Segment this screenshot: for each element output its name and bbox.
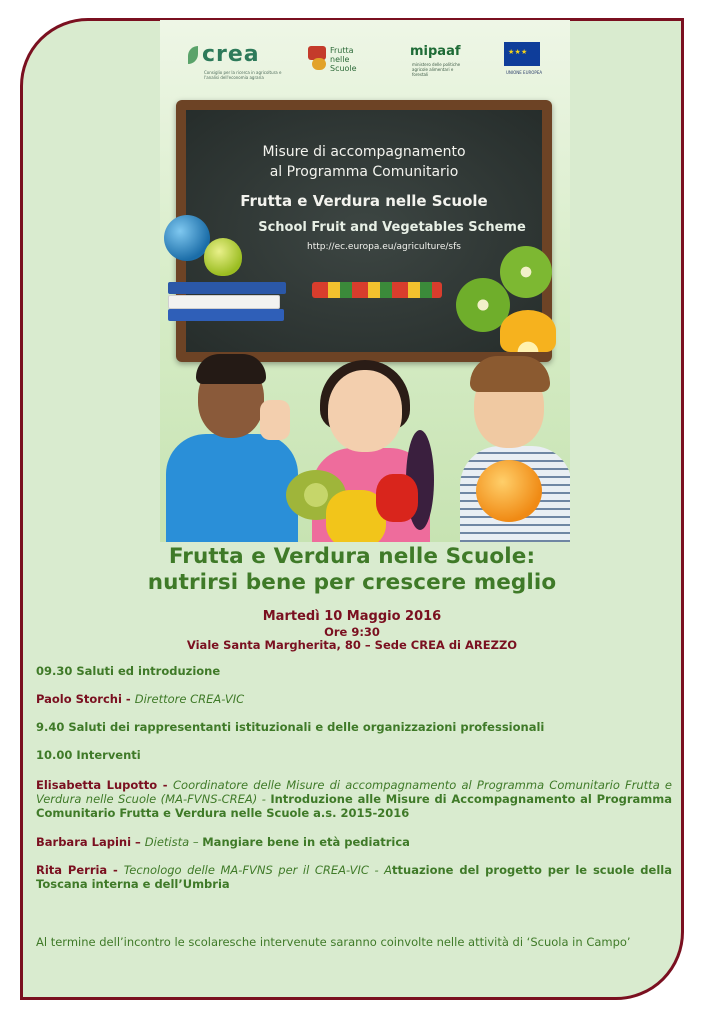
separator: – (189, 835, 203, 849)
eu-logo-text: UNIONE EUROPEA (506, 70, 543, 75)
program-speaker-lapini (36, 835, 672, 849)
frutta-scuole-logo-text: Frutta nelle Scuole (330, 46, 357, 73)
book-icon (168, 309, 284, 321)
program-speaker-lupotto (36, 778, 672, 820)
orange-icon (476, 460, 542, 522)
chalkboard-line-3: Frutta e Verdura nelle Scuole (240, 192, 488, 210)
page-subtitle: nutrirsi bene per crescere meglio (147, 570, 557, 595)
crea-logo (188, 42, 260, 67)
thumbs-up-icon (260, 400, 290, 440)
chalkboard-line-2: al Programma Comunitario (269, 164, 459, 180)
program-speaker-storchi (36, 692, 672, 706)
program-item-text: 09.30 Saluti ed introduzione (36, 664, 221, 678)
event-date: Martedì 10 Maggio 2016 (262, 609, 442, 624)
child-hair (196, 354, 266, 384)
program-item-text: 10.00 Interventi (36, 748, 141, 762)
books-icon (168, 282, 288, 328)
crea-logo-subtitle: Consiglio per la ricerca in agricoltura e l'analisi dell'economia agraria (204, 70, 282, 80)
speaker-role: Coordinatore delle Misure di accompagnamento al Programma Comunitario Frutta e Verdura nelle Scuole (MA-FVNS-CREA) (36, 778, 672, 806)
eu-flag-icon (504, 42, 540, 66)
crea-logo-text: crea (202, 42, 260, 67)
child-boy-left (160, 350, 300, 542)
toy-train-icon (312, 282, 442, 298)
kiwi-icon (500, 246, 552, 298)
chalkboard-line-4: School Fruit and Vegetables Scheme (258, 220, 526, 235)
speaker-name: Barbara Lapini – (36, 835, 145, 849)
separator: - (257, 792, 271, 806)
chalkboard-line-1: Misure di accompagnamento (262, 144, 466, 160)
frutta-scuole-logo (308, 46, 356, 72)
speaker-role: Direttore CREA-VIC (134, 692, 245, 706)
book-icon (168, 282, 286, 294)
orange-slice-icon (500, 310, 556, 352)
program-item-opening (36, 664, 672, 678)
talk-title: Introduzione alle Misure di Accompagnamento al Programma Comunitario Frutta e Verdura nelle Scuole a.s. 2015-2016 (36, 792, 672, 820)
vegetable-bowl (286, 460, 436, 542)
program-item-greetings (36, 720, 672, 734)
speaker-role: Dietista (144, 835, 190, 849)
mipaaf-logo-subtitle: ministero delle politiche agricole alimentari e forestali (412, 62, 461, 77)
child-face (328, 370, 402, 452)
event-time: Ore 9:30 (324, 625, 380, 639)
globe-icon (164, 215, 210, 261)
mipaaf-logo: mipaaf (410, 44, 461, 59)
orange-icon (312, 58, 326, 70)
closing-note: Al termine dell’incontro le scolaresche intervenute saranno coinvolte nelle attività di ‘Scuola in Campo’ (36, 935, 631, 949)
child-hair (470, 356, 550, 392)
red-pepper-icon (376, 474, 418, 522)
program-item-talks (36, 748, 672, 762)
chalkboard-url: http://ec.europa.eu/agriculture/sfs (307, 242, 461, 252)
leaf-icon (188, 46, 198, 64)
speaker-name: Paolo Storchi - (36, 692, 135, 706)
program-item-text: 9.40 Saluti dei rappresentanti istituzionali e delle organizzazioni professionali (36, 720, 545, 734)
talk-title: ttuazione del progetto per le scuole della Toscana interna e dell’Umbria (36, 863, 672, 891)
talk-title: Mangiare bene in età pediatrica (202, 835, 410, 849)
sponsor-logos (160, 20, 570, 90)
event-poster (160, 20, 570, 542)
program-speaker-perria (36, 863, 672, 891)
event-location: Viale Santa Margherita, 80 – Sede CREA di AREZZO (186, 638, 518, 652)
page-title: Frutta e Verdura nelle Scuole: (168, 544, 536, 569)
child-body (166, 434, 298, 542)
apple-icon (204, 238, 242, 276)
speaker-role: Tecnologo delle MA-FVNS per il CREA-VIC - A (123, 863, 393, 877)
book-icon (168, 295, 280, 309)
speaker-name: Rita Perria - (36, 863, 124, 877)
speaker-name: Elisabetta Lupotto - (36, 778, 174, 792)
